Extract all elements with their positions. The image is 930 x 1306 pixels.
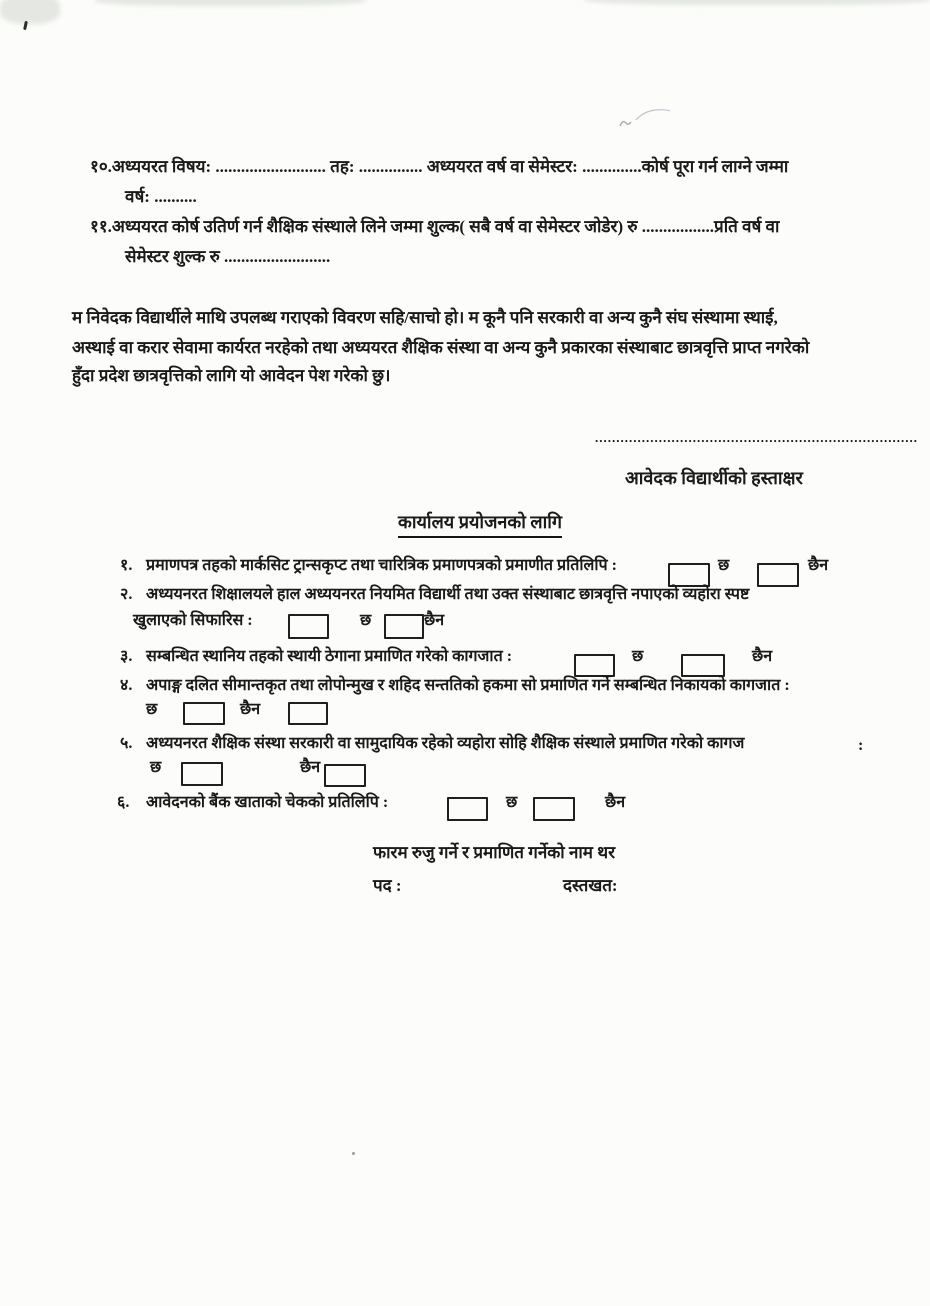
office-item-4-number: ४. <box>120 677 133 694</box>
yes-label-4: छ <box>146 701 158 718</box>
no-label-3: छैन <box>752 648 773 665</box>
office-item-2-text: अध्ययनरत शिक्षालयले हाल अध्ययनरत नियमित विद्यार्थी तथा उक्त संस्थाबाट छात्रवृत्ति नपाएको व्यहोरा स्पष्ट <box>146 586 750 603</box>
signature-dotted-line: ............................................................................ <box>595 430 918 445</box>
declaration-line2: अस्थाई वा करार सेवामा कार्यरत नरहेको तथा अध्ययरत शैक्षिक संस्था वा अन्य कुनै प्रकारका संस्थाबाट छात्रवृत्ति प्राप्त नगरेको <box>72 338 810 357</box>
no-label-1: छैन <box>808 557 829 574</box>
office-item-5-number: ५. <box>120 735 133 752</box>
ink-speck <box>23 21 28 30</box>
pen-scribble-mark <box>612 100 684 134</box>
office-item-1-text: प्रमाणपत्र तहको मार्कसिट ट्रान्सकृप्ट तथा चारित्रिक प्रमाणपत्रको प्रमाणीत प्रतिलिपि : <box>146 557 617 574</box>
declaration-line1: म निवेदक विद्यार्थीले माथि उपलब्ध गराएको विवरण सहि/साचो हो। म कूनै पनि सरकारी वा अन्य कुनै संघ संस्थामा स्थाई, <box>72 308 778 327</box>
checkbox-no-3 <box>681 654 725 677</box>
no-label-6: छैन <box>605 794 626 811</box>
ink-speck <box>352 1152 355 1155</box>
office-item-5-colon: : <box>858 737 864 754</box>
checkbox-yes-6 <box>447 797 488 821</box>
office-item-2-number: २. <box>120 586 133 603</box>
signature-field-label: दस्तखत: <box>563 876 618 895</box>
office-item-6-text: आवेदनको बैंक खाताको चेकको प्रतिलिपि : <box>146 794 389 811</box>
yes-label-1: छ <box>718 557 730 574</box>
scan-smudge <box>0 0 60 24</box>
scan-smudge <box>585 0 930 5</box>
checkbox-yes-4 <box>183 702 225 725</box>
no-label-5: छैन <box>300 759 321 776</box>
office-item-5-text: अध्ययनरत शैक्षिक संस्था सरकारी वा सामुदायिक रहेको व्यहोरा सोहि शैक्षिक संस्थाले प्रमाणित गरेको कागज <box>146 735 745 752</box>
checkbox-yes-2 <box>288 614 329 639</box>
form-item-10-line1: १०.अध्ययरत विषय: .......................... तह: ............... अध्ययरत वर्ष वा सेमेस्टर: ..............कोर्ष पूरा गर्न लाग्ने जम्मा <box>90 157 789 176</box>
checkbox-yes-3 <box>574 654 615 677</box>
yes-label-3: छ <box>632 648 644 665</box>
form-item-11-line1: ११.अध्ययरत कोर्ष उतिर्ण गर्न शैक्षिक संस्थाले लिने जम्मा शुल्क( सबै वर्ष वा सेमेस्टर जोडेर) रु .................प्रति वर्ष वा <box>90 217 780 236</box>
checkbox-yes-5 <box>181 762 223 786</box>
office-item-3-text: सम्बन्धित स्थानिय तहको स्थायी ठेगाना प्रमाणित गरेको कागजात : <box>146 648 513 665</box>
office-item-4-text: अपाङ्ग दलित सीमान्तकृत तथा लोपोन्मुख र शहिद सन्ततिको हकमा सो प्रमाणित गर्ने सम्बन्धित निकायको कागजात : <box>146 677 790 694</box>
declaration-line3: हुँदा प्रदेश छात्रवृत्तिको लागि यो आवेदन पेश गरेको छु। <box>72 366 391 385</box>
office-item-2-text2: खुलाएको सिफारिस : <box>133 612 253 629</box>
post-label: पद : <box>373 876 402 895</box>
yes-label-6: छ <box>506 794 518 811</box>
office-use-heading: कार्यालय प्रयोजनको लागि <box>398 512 562 538</box>
checkbox-yes-1 <box>668 563 710 587</box>
office-item-1-number: १. <box>120 557 133 574</box>
checkbox-no-2 <box>384 614 424 639</box>
office-item-3-number: ३. <box>120 648 133 665</box>
checkbox-no-4 <box>288 702 328 725</box>
verifier-name-label: फारम रुजु गर्ने र प्रमाणित गर्नेको नाम थर <box>373 843 616 862</box>
form-item-11-line2: सेमेस्टर शुल्क रु ......................... <box>125 247 331 266</box>
form-item-10-line2: वर्ष: .......... <box>125 187 197 206</box>
checkbox-no-1 <box>757 563 799 587</box>
yes-label-5: छ <box>150 759 162 776</box>
checkbox-no-6 <box>533 797 575 821</box>
office-item-6-number: ६. <box>117 794 130 811</box>
applicant-signature-label: आवेदक विद्यार्थीको हस्ताक्षर <box>625 468 803 488</box>
no-label-4: छैन <box>240 701 261 718</box>
checkbox-no-5 <box>324 764 366 787</box>
yes-label-2: छ <box>360 612 372 629</box>
no-label-2: छैन <box>424 612 445 629</box>
scan-smudge <box>95 0 365 6</box>
